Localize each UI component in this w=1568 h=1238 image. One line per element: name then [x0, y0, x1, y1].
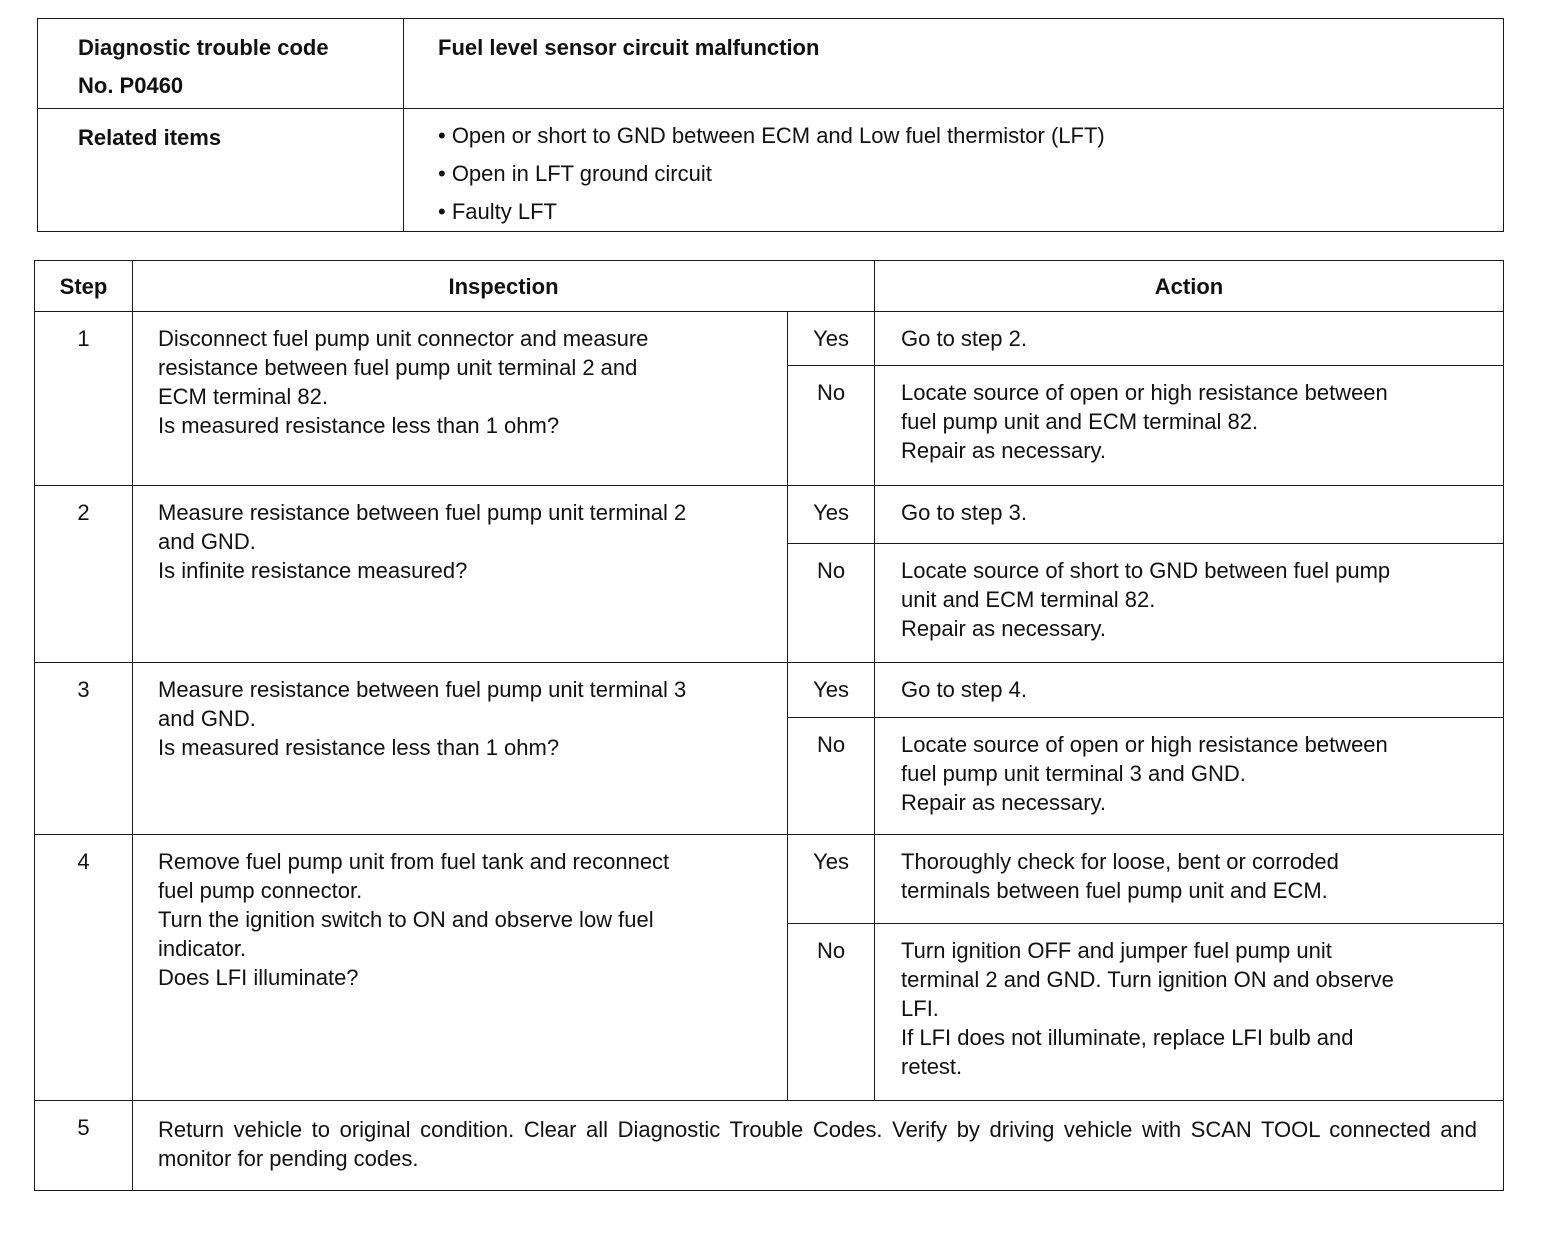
step-3-yes-row [35, 663, 1504, 718]
yes-action: Go to step 3. [875, 486, 1504, 544]
step-inspection: Measure resistance between fuel pump unit terminal 2 and GND. Is infinite resistance measured? [133, 486, 788, 663]
step-number: 4 [35, 835, 133, 1101]
yes-action: Go to step 2. [875, 312, 1504, 366]
related-item: • Open or short to GND between ECM and Low fuel thermistor (LFT) [438, 123, 1105, 148]
yes-label: Yes [788, 835, 875, 924]
yes-label: Yes [788, 312, 875, 366]
dtc-row [38, 19, 1504, 109]
related-item: • Faulty LFT [438, 199, 557, 224]
step-2-yes-row [35, 486, 1504, 544]
no-label: No [788, 718, 875, 835]
yes-action: Go to step 4. [875, 663, 1504, 718]
no-label: No [788, 924, 875, 1101]
related-items-row [38, 109, 1504, 232]
column-header-action: Action [875, 261, 1504, 312]
step-inspection: Remove fuel pump unit from fuel tank and reconnect fuel pump connector. Turn the ignition switch to ON and observe low fuel indicator. Does LFI illuminate? [133, 835, 788, 1101]
column-header-step: Step [35, 261, 133, 312]
procedure-header-row [35, 261, 1504, 312]
dtc-info-table [37, 18, 1504, 232]
procedure-table [34, 260, 1504, 1191]
dtc-title: Fuel level sensor circuit malfunction [404, 19, 1504, 109]
related-item: • Open in LFT ground circuit [438, 161, 712, 186]
no-action: Locate source of short to GND between fuel pump unit and ECM terminal 82. Repair as necessary. [875, 544, 1504, 663]
no-action: Turn ignition OFF and jumper fuel pump unit terminal 2 and GND. Turn ignition ON and observe LFI. If LFI does not illuminate, replace LFI bulb and retest. [875, 924, 1504, 1101]
yes-action: Thoroughly check for loose, bent or corroded terminals between fuel pump unit and ECM. [875, 835, 1504, 924]
no-action: Locate source of open or high resistance between fuel pump unit terminal 3 and GND. Repair as necessary. [875, 718, 1504, 835]
step-number: 1 [35, 312, 133, 486]
step-number: 3 [35, 663, 133, 835]
step-1-yes-row [35, 312, 1504, 366]
step-5-row [35, 1101, 1504, 1191]
step-number: 2 [35, 486, 133, 663]
yes-label: Yes [788, 486, 875, 544]
step-inspection: Disconnect fuel pump unit connector and measure resistance between fuel pump unit terminal 2 and ECM terminal 82. Is measured resistance less than 1 ohm? [133, 312, 788, 486]
no-action: Locate source of open or high resistance between fuel pump unit and ECM terminal 82. Repair as necessary. [875, 366, 1504, 486]
final-step-text: Return vehicle to original condition. Clear all Diagnostic Trouble Codes. Verify by driving vehicle with SCAN TOOL connected and monitor for pending codes. [133, 1101, 1504, 1191]
related-items-list [404, 109, 1504, 232]
related-items-label: Related items [38, 109, 404, 232]
step-number: 5 [35, 1101, 133, 1191]
no-label: No [788, 544, 875, 663]
column-header-inspection: Inspection [133, 261, 875, 312]
step-inspection: Measure resistance between fuel pump unit terminal 3 and GND. Is measured resistance less than 1 ohm? [133, 663, 788, 835]
yes-label: Yes [788, 663, 875, 718]
dtc-label: Diagnostic trouble code No. P0460 [38, 19, 404, 109]
no-label: No [788, 366, 875, 486]
step-4-yes-row [35, 835, 1504, 924]
